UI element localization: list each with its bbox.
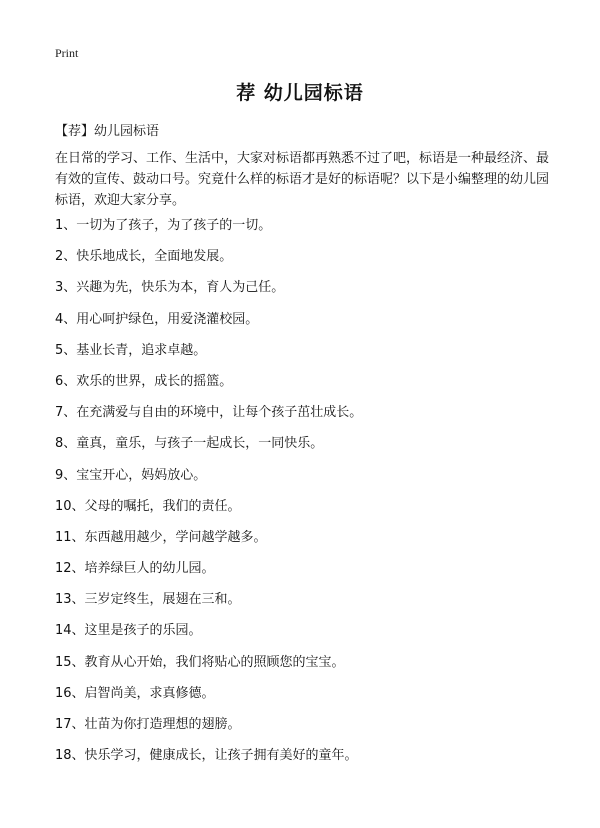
intro-paragraph: 在日常的学习、工作、生活中，大家对标语都再熟悉不过了吧，标语是一种最经济、最有效的宣传、鼓动口号。究竟什么样的标语才是好的标语呢？以下是小编整理的幼儿园标语，欢迎大家分享。: [55, 151, 550, 208]
subheading: 【荐】幼儿园标语: [55, 124, 160, 139]
slogan-item: 9、宝宝开心，妈妈放心。: [55, 467, 207, 483]
slogan-item: 5、基业长青，追求卓越。: [55, 342, 207, 358]
slogan-item: 11、东西越用越少，学问越学越多。: [55, 529, 267, 545]
print-label: Print: [55, 46, 79, 60]
slogan-item: 16、启智尚美，求真修德。: [55, 685, 215, 701]
slogan-item: 4、用心呵护绿色，用爱浇灌校园。: [55, 311, 259, 327]
page-title: 荐 幼儿园标语: [236, 82, 364, 104]
slogan-item: 13、三岁定终生，展翅在三和。: [55, 592, 241, 608]
slogan-item: 17、壮苗为你打造理想的翅膀。: [55, 717, 241, 732]
slogan-item: 8、童真，童乐，与孩子一起成长，一同快乐。: [55, 436, 324, 452]
slogan-item: 6、欢乐的世界，成长的摇篮。: [55, 373, 233, 389]
slogan-list: [55, 216, 362, 777]
slogan-item: 18、快乐学习，健康成长，让孩子拥有美好的童年。: [55, 748, 358, 764]
slogan-item: 14、这里是孩子的乐园。: [55, 623, 202, 639]
slogan-item: 2、快乐地成长，全面地发展。: [55, 249, 233, 265]
slogan-item: 3、兴趣为先，快乐为本，育人为己任。: [55, 280, 285, 296]
slogan-item: 10、父母的嘱托，我们的责任。: [55, 498, 241, 514]
slogan-item: 15、教育从心开始，我们将贴心的照顾您的宝宝。: [55, 654, 345, 670]
slogan-item: 12、培养绿巨人的幼儿园。: [55, 561, 215, 577]
slogan-item: 7、在充满爱与自由的环境中，让每个孩子茁壮成长。: [55, 405, 363, 421]
slogan-item: 1、一切为了孩子，为了孩子的一切。: [55, 218, 272, 233]
